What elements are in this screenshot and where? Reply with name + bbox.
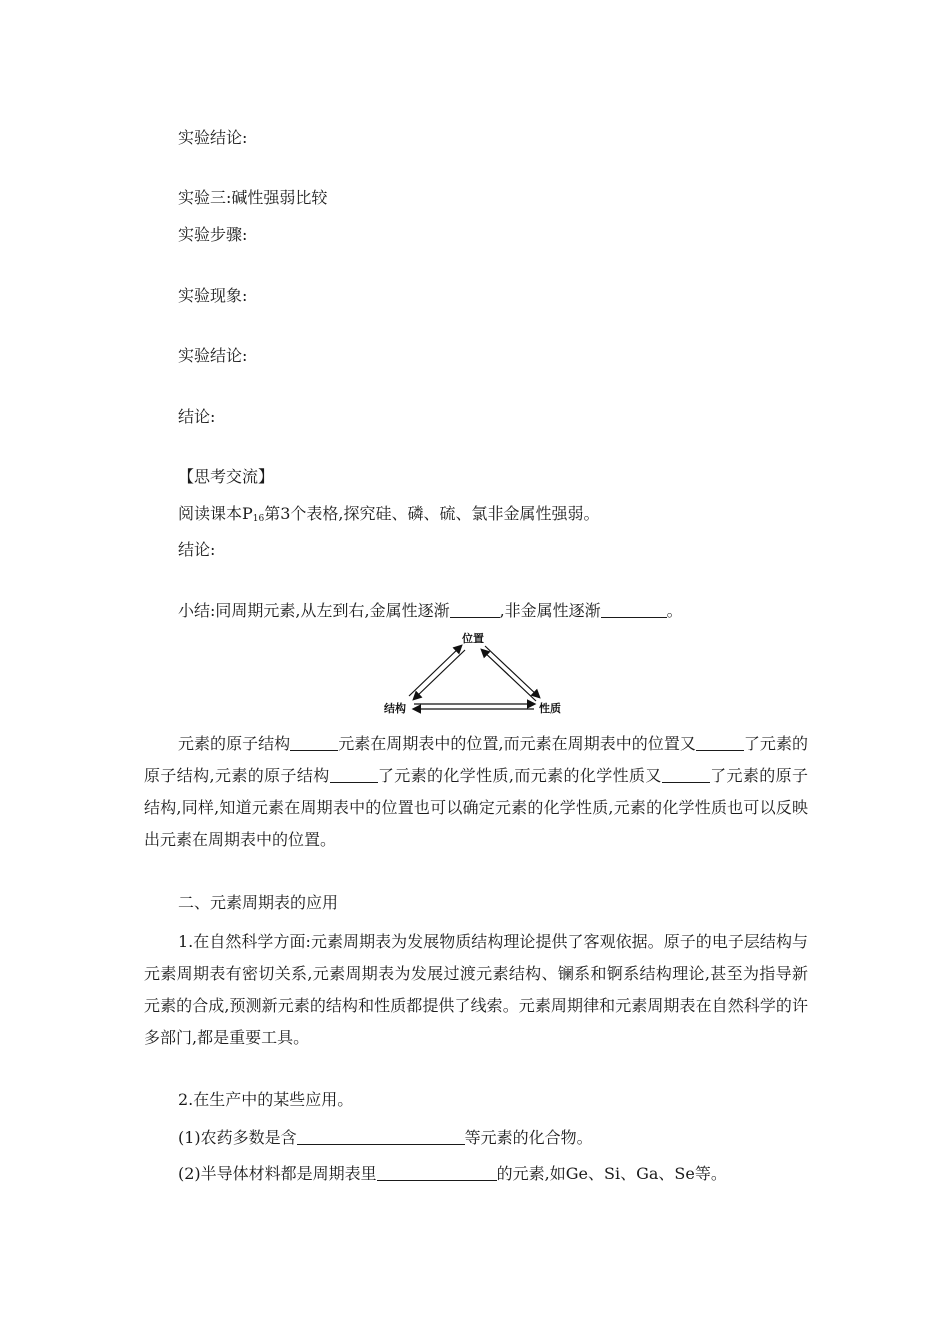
pesticide-item bbox=[178, 1128, 593, 1148]
reading-task bbox=[178, 504, 600, 529]
experiment-3-title: 实验三:碱性强弱比较 bbox=[178, 188, 328, 207]
page-subscript: 16 bbox=[252, 514, 265, 524]
diagram-label-position: 位置 bbox=[462, 632, 484, 645]
think-exchange-heading: 【思考交流】 bbox=[178, 467, 275, 486]
semiconductor-item bbox=[178, 1164, 727, 1184]
blank-relation-2 bbox=[696, 734, 744, 751]
arrow-position-to-structure bbox=[414, 650, 465, 699]
pesticide-text-b: 等元素的化合物。 bbox=[464, 1128, 593, 1147]
experiment-phenomena-label: 实验现象: bbox=[178, 286, 248, 305]
relation-text-5: 了元素的原子结构,同样,知道元素在周期表中的位置也可以确定元素的化学性质,元素的化学性质也可以反映出元素在周期表中的位置。 bbox=[144, 766, 808, 849]
production-applications-heading: 2.在生产中的某些应用。 bbox=[178, 1090, 354, 1109]
structure-position-property-diagram bbox=[376, 628, 576, 720]
blank-relation-1 bbox=[290, 734, 338, 751]
blank-pesticide-elements bbox=[297, 1128, 465, 1145]
arrow-property-to-position bbox=[482, 650, 536, 701]
reading-task-text-b: 第3个表格,探究硅、磷、硫、氯非金属性强弱。 bbox=[264, 504, 600, 523]
blank-metallic bbox=[450, 601, 500, 618]
relation-text-1: 元素的原子结构 bbox=[178, 734, 291, 753]
diagram-label-property: 性质 bbox=[539, 702, 561, 715]
blank-nonmetallic bbox=[601, 601, 667, 618]
diagram-label-structure: 结构 bbox=[384, 702, 406, 715]
experiment-conclusion-label: 实验结论: bbox=[178, 128, 248, 147]
blank-relation-4 bbox=[662, 766, 710, 783]
summary-line bbox=[178, 601, 683, 621]
experiment-3-conclusion-label: 实验结论: bbox=[178, 346, 248, 365]
arrow-structure-to-position bbox=[409, 646, 461, 696]
summary-text-a: 小结:同周期元素,从左到右,金属性逐渐 bbox=[178, 601, 450, 620]
summary-text-b: ,非金属性逐渐 bbox=[499, 601, 601, 620]
think-conclusion-label: 结论: bbox=[178, 540, 216, 559]
semiconductor-text-a: (2)半导体材料都是周期表里 bbox=[178, 1164, 377, 1183]
pesticide-text-a: (1)农药多数是含 bbox=[178, 1128, 297, 1147]
relation-text-3: 了元素的原子结构,元素的原子结构 bbox=[144, 734, 808, 785]
blank-semiconductor-region bbox=[377, 1164, 497, 1181]
reading-task-text-a: 阅读课本P bbox=[178, 504, 253, 523]
blank-relation-3 bbox=[330, 766, 378, 783]
arrow-position-to-property bbox=[485, 646, 539, 697]
natural-science-paragraph: 1.在自然科学方面:元素周期表为发展物质结构理论提供了客观依据。原子的电子层结构与元素周期表有密切关系,元素周期表为发展过渡元素结构、镧系和锕系结构理论,甚至为指导新元素的合成,预测新元素的结构和性质都提供了线索。元素周期律和元素周期表在自然科学的许多部门,都是重要工具。 bbox=[144, 932, 808, 1047]
conclusion-label: 结论: bbox=[178, 407, 216, 426]
summary-text-c: 。 bbox=[666, 601, 683, 620]
semiconductor-text-b: 的元素,如Ge、Si、Ga、Se等。 bbox=[496, 1164, 727, 1183]
relation-text-2: 元素在周期表中的位置,而元素在周期表中的位置又 bbox=[338, 734, 696, 753]
relation-text-4: 了元素的化学性质,而元素的化学性质又 bbox=[377, 766, 662, 785]
experiment-steps-label: 实验步骤: bbox=[178, 225, 248, 244]
relation-paragraph bbox=[144, 728, 808, 856]
section-2-title: 二、元素周期表的应用 bbox=[178, 893, 339, 912]
